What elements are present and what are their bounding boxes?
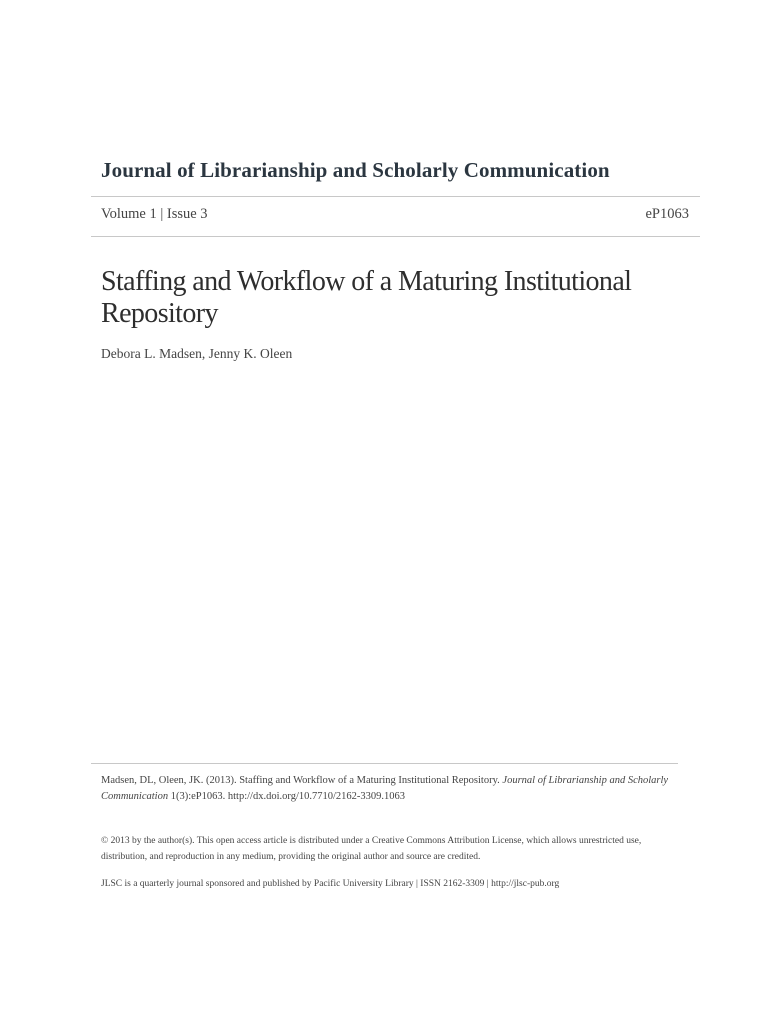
- journal-title: Journal of Librarianship and Scholarly Communication: [101, 158, 610, 182]
- article-id-label: eP1063: [645, 206, 689, 222]
- article-title: Staffing and Workflow of a Maturing Institutional Repository: [101, 266, 632, 329]
- citation-journal: Journal of Librarianship and Scholarly Communication: [101, 775, 669, 802]
- sponsor-notice: JLSC is a quarterly journal sponsored and published by Pacific University Library | ISSN 2162-3309 | http://jlsc-pub.org: [101, 879, 560, 889]
- citation-block: [101, 773, 681, 805]
- volume-issue-label: Volume 1 | Issue 3: [101, 206, 208, 222]
- footer-divider: [91, 763, 678, 764]
- header-divider-top: [91, 196, 700, 197]
- header-divider-bottom: [91, 236, 700, 237]
- license-notice: © 2013 by the author(s). This open access article is distributed under a Creative Commons Attribution License, which allows unrestricted use, distribution, and reproduction in any medium, providing the original author and source are credited.: [101, 836, 642, 862]
- citation-lead: Madsen, DL, Oleen, JK. (2013). Staffing and Workflow of a Maturing Institutional Repository.: [101, 775, 503, 786]
- citation-tail: 1(3):eP1063. http://dx.doi.org/10.7710/2162-3309.1063: [168, 791, 406, 802]
- article-authors: Debora L. Madsen, Jenny K. Oleen: [101, 346, 293, 361]
